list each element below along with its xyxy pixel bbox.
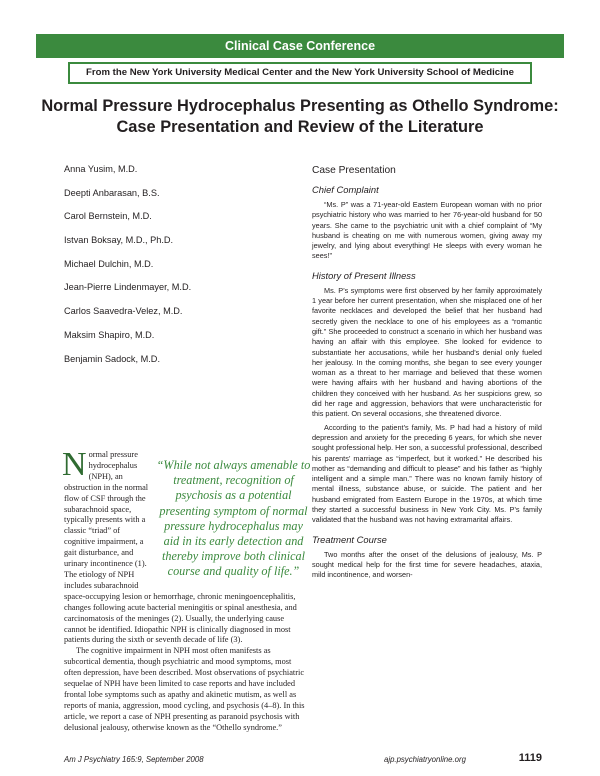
- drop-cap: N: [62, 446, 87, 483]
- author-name: Michael Dulchin, M.D.: [64, 258, 154, 269]
- affiliation-box: [68, 62, 532, 84]
- journal-url: ajp.psychiatryonline.org: [384, 755, 466, 764]
- page-number: 1119: [518, 752, 542, 764]
- journal-citation: Am J Psychiatry 165:9, September 2008: [64, 755, 204, 764]
- section-banner: [36, 34, 564, 58]
- author-name: Deepti Anbarasan, B.S.: [64, 187, 160, 198]
- author-name: Carol Bernstein, M.D.: [64, 211, 152, 222]
- subsection-heading: Treatment Course: [312, 533, 387, 545]
- history-paragraph: Ms. P’s symptoms were first observed by her family approximately 1 year before her current presentation, when she misplaced one of her favorite necklaces and developed the belief that her husband had secretly given the necklace to one of his employees as a “romantic gift.” She proceeded to construct a scenario in which her husband was having an affair with this employee. She looked for evidence to substantiate her accusations, while her husband’s denial only fueled her jealousy. In the coming months, she began to see every younger woman as a threat to her marriage and believed that these women were having affairs with her husband and having abortions of the children they conceived with her husband. As her suspicions grew, so did her rage and aggression, behaviors that were uncharacteristic for this patient. On several occasions, she threatened divorce.: [312, 285, 542, 419]
- author-name: Anna Yusim, M.D.: [64, 164, 138, 174]
- article-title: Normal Pressure Hydrocephalus Presenting as Othello Syndrome: Case Presentation and Review of the Literature: [41, 97, 559, 136]
- history-paragraph-2: According to the patient’s family, Ms. P had had a history of mild depression and anxiety for the preceding 6 years, for which she never sought professional help. Her son, a successful professional, described his parents’ marriage as “imperfect, but it worked.” He described his mother as “demanding and difficult to please” and his father as “highly intelligent and a simple man.” There was no known family history of mental illness, substance abuse, or suicide. The patient and her husband emigrated from Eastern Europe in the 1970s, at which time they started a successful business in New York City. Ms. P’s family validated that the husband was not having extramarital affairs.: [312, 422, 542, 525]
- subsection-heading: Chief Complaint: [312, 184, 379, 195]
- author-list: [64, 164, 294, 377]
- author-name: Benjamin Sadock, M.D.: [64, 353, 160, 364]
- intro-paragraph-2: The cognitive impairment in NPH most often manifests as subcortical dementia, though psychiatric and mood symptoms, most often depression, have been described. Most observations of psychiatric sequelae of NPH have been limited to case reports and have included frontal lobe symptoms such as apathy and akinetic mutism, as well as reports of mania, aggression, mood cycling, and psychosis (4–8). In this article, we report a case of NPH presenting as paranoid psychosis with delusional jealousy, otherwise known as the “Othello syndrome.”: [64, 646, 305, 732]
- author-name: Carlos Saavedra-Velez, M.D.: [64, 306, 183, 317]
- intro-text: ormal pressure hydrocephalus (NPH), an obstruction in the normal flow of CSF through the subarachnoid space, typically presents with a classic “triad” of cognitive impairment, a gait disturbance, and urinary incontinence (1). The etiology of NPH includes subarachnoid space-occupying lesion or hemorrhage, chronic meningoencephalitis, changes following acute bacterial meningitis or spinal anesthesia, and carcinomatosis of the meninges (2). Usually, the underlying cause cannot be identified. Idiopathic NPH is clinically diagnosed in most patients during the sixth or seventh decade of life (3).: [64, 450, 297, 645]
- chief-complaint-text: “Ms. P” was a 71-year-old Eastern European woman with no prior psychiatric history who was married to her 76-year-old husband for 50 years. She came to the psychiatric unit with a chief complaint of “My husband is cheating on me with numerous women, giving away my jewelry, and lying about everything! He sleeps with every woman he sees!”: [312, 200, 542, 261]
- section-heading: Case Presentation: [312, 165, 396, 176]
- pull-quote: “While not always amenable to treatment, recognition of psychosis as a potential presenting symptom of normal pressure hydrocephalus may aid in its early detection and thereby improve both clinical course and quality of life.”: [156, 458, 311, 579]
- case-column: [312, 165, 542, 584]
- section-label: Clinical Case Conference: [224, 39, 376, 53]
- affiliation-text: From the New York University Medical Center and the New York University School of Medicine: [86, 67, 514, 78]
- author-name: Maksim Shapiro, M.D.: [64, 329, 155, 340]
- author-name: Istvan Boksay, M.D., Ph.D.: [64, 235, 174, 246]
- treatment-text: Two months after the onset of the delusions of jealousy, Ms. P sought medical help for the first time for severe headaches, ataxia, mild incontinence, and worsen-: [312, 549, 542, 580]
- subsection-heading: History of Present Illness: [312, 269, 416, 281]
- author-name: Jean-Pierre Lindenmayer, M.D.: [64, 282, 192, 293]
- intro-column: [62, 446, 311, 734]
